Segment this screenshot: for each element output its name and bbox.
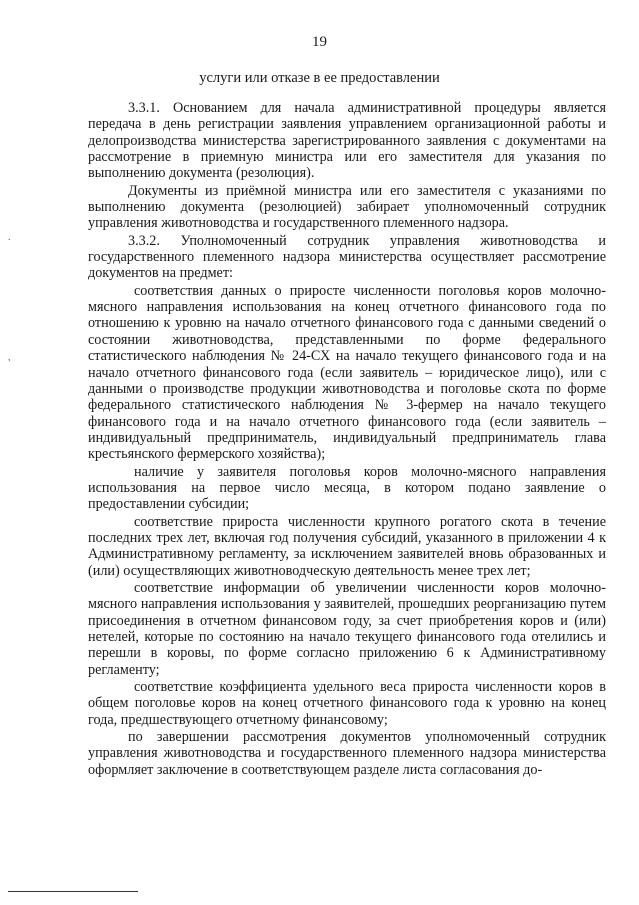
- paragraph-3-3-2: 3.3.2. Уполномоченный сотрудник управления животноводства и государственного племенного надзора министерства осуществляет рассмотрение документов на предмет:: [88, 232, 606, 282]
- paragraph-check-item-4: соответствие информации об увеличении численности коров молочно-мясного направления использования у заявителей, прошедших реорганизацию путем присоединения в отчетном финансовом году, за счет приобретения коров и (или) нетелей, которые по состоянию на начало текущего финансового года отелились и перешли в коровы, по форме согласно приложению 6 к Административному регламенту;: [88, 579, 606, 678]
- paragraph-check-item-5: соответствие коэффициента удельного веса прироста численности коров в общем поголовье коров на конец отчетного финансового года к уровню на конец года, предшествующего отчетному финансовому;: [88, 679, 606, 728]
- page-number: 19: [312, 34, 327, 50]
- margin-mark: ,: [8, 352, 11, 363]
- paragraph-documents-from-reception: Документы из приёмной министра или его заместителя с указаниями по выполнению документа (резолюцией) забирает уполномоченный сотрудник управления животноводства и государственного племенного надзора.: [88, 182, 606, 232]
- paragraph-check-item-1: соответствия данных о приросте численности поголовья коров молочно-мясного направления использования на конец отчетного финансового года по отношению к уровню на начало отчетного финансового года с данными сведений о состоянии животноводства, представленными по форме федерального статистического наблюдения № 24-СХ на начало текущего финансового года и на начало отчетного финансового года (если заявитель – юридическое лицо), или с данными о производстве продукции животноводства и поголовье скота по форме федерального статистического наблюдения № 3-фермер на начало текущего финансового года и на начало отчетного финансового года (если заявитель – индивидуальный предприниматель, индивидуальный предприниматель глава крестьянского фермерского хозяйства);: [88, 282, 606, 463]
- section-heading-continuation: услуги или отказе в ее предоставлении: [199, 70, 440, 86]
- paragraph-conclusion: по завершении рассмотрения документов уполномоченный сотрудник управления животноводства и государственного племенного надзора министерства оформляет заключение в соответствующем разделе листа согласования до-: [88, 729, 606, 778]
- paragraph-check-item-3: соответствие прироста численности крупного рогатого скота в течение последних трех лет, включая год получения субсидий, указанного в приложении 4 к Административному регламенту, за исключением заявителей вновь образованных и (или) осуществляющих животноводческую деятельность менее трех лет;: [88, 513, 606, 579]
- paragraph-check-item-2: наличие у заявителя поголовья коров молочно-мясного направления использования на первое число месяца, в котором подано заявление о предоставлении субсидии;: [88, 463, 606, 513]
- footnote-separator: [8, 891, 138, 892]
- paragraph-3-3-1: 3.3.1. Основанием для начала административной процедуры является передача в день регистрации заявления управлением организационной работы и делопроизводства министерства зарегистрированного заявления с документами на рассмотрение в приемную министра или его заместителя для указания по выполнению документа (резолюция).: [88, 100, 606, 182]
- document-body: [88, 100, 606, 779]
- margin-mark: .: [8, 232, 11, 243]
